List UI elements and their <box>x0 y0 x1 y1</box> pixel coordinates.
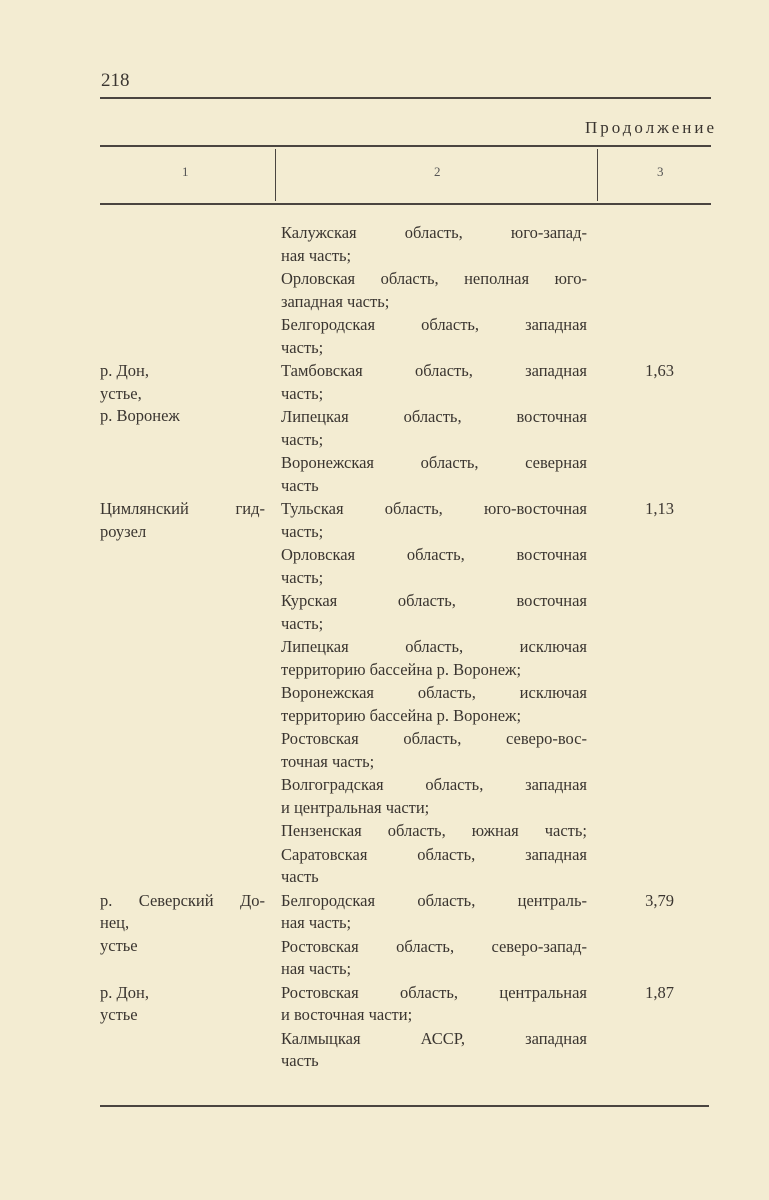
region-line: Липецкая область, восточная <box>281 407 587 426</box>
regions-cell <box>281 222 587 360</box>
column-divider-1 <box>275 149 276 201</box>
region-entry <box>281 268 587 313</box>
region-line: часть; <box>281 429 324 449</box>
region-line: Воронежская область, северная <box>281 453 587 472</box>
region-line: Курская область, восточная <box>281 591 587 610</box>
region-line: Ростовская область, северо-запад- <box>281 936 587 956</box>
region-line: Калмыцкая АССР, западная <box>281 1028 587 1048</box>
location-line: нец, <box>100 913 130 932</box>
region-line: ная часть; <box>281 913 352 932</box>
region-entry <box>281 890 587 935</box>
region-entry <box>281 360 587 405</box>
region-line: часть <box>281 475 319 495</box>
value-cell: 3,79 <box>645 890 674 910</box>
region-line: ная часть; <box>281 959 352 978</box>
region-line: Тамбовская область, западная <box>281 361 587 380</box>
region-line: часть <box>281 1051 319 1070</box>
region-entry <box>281 1028 587 1073</box>
table-row <box>100 890 720 982</box>
location-line: Цимлянский гид- <box>100 499 265 518</box>
region-line: часть <box>281 867 319 886</box>
region-line: Ростовская область, северо-вос- <box>281 729 587 748</box>
location-line: устье <box>100 935 138 955</box>
table-row <box>100 360 720 498</box>
region-entry <box>281 452 587 497</box>
region-entry <box>281 544 587 589</box>
table-row <box>100 982 720 1074</box>
location-cell <box>100 498 268 543</box>
table-bottom-rule <box>100 1105 709 1107</box>
region-line: часть; <box>281 613 324 633</box>
region-line: территорию бассейна р. Воронеж; <box>281 659 522 679</box>
column-divider-2 <box>597 149 598 201</box>
region-entry <box>281 982 587 1027</box>
location-line: р. Дон, <box>100 982 149 1002</box>
location-cell <box>100 360 268 428</box>
region-line: Ростовская область, центральная <box>281 982 587 1002</box>
location-line: р. Воронеж <box>100 406 180 425</box>
region-line: Орловская область, неполная юго- <box>281 269 587 288</box>
region-line: точная часть; <box>281 751 375 771</box>
region-entry <box>281 682 587 727</box>
continuation-label: Продолжение <box>584 118 717 137</box>
region-entry <box>281 636 587 681</box>
region-entry <box>281 820 587 843</box>
table-row <box>100 222 720 360</box>
location-line: устье, <box>100 383 142 403</box>
column-header-2: 2 <box>434 164 441 179</box>
value-cell: 1,87 <box>645 982 674 1002</box>
region-line: ная часть; <box>281 245 352 265</box>
region-entry <box>281 590 587 635</box>
region-line: Липецкая область, исключая <box>281 637 587 656</box>
region-line: и восточная части; <box>281 1005 413 1024</box>
regions-cell <box>281 982 587 1074</box>
table-header-bottom-rule <box>100 203 711 205</box>
location-cell <box>100 982 268 1027</box>
region-entry <box>281 406 587 451</box>
region-line: территорию бассейна р. Воронеж; <box>281 705 522 725</box>
region-line: Воронежская область, исключая <box>281 683 587 702</box>
region-line: Орловская область, восточная <box>281 545 587 564</box>
region-line: Белгородская область, западная <box>281 315 587 334</box>
location-line: р. Дон, <box>100 361 149 380</box>
region-line: часть; <box>281 383 324 403</box>
region-line: Калужская область, юго-запад- <box>281 223 587 242</box>
page-number: 218 <box>101 70 130 91</box>
region-entry <box>281 314 587 359</box>
region-line: часть; <box>281 567 324 587</box>
regions-cell <box>281 498 587 890</box>
region-entry <box>281 222 587 267</box>
table-body <box>100 222 720 1074</box>
location-line: роузел <box>100 521 147 541</box>
region-entry <box>281 774 587 819</box>
region-entry <box>281 728 587 773</box>
location-cell <box>100 890 268 958</box>
region-line: часть; <box>281 337 324 357</box>
region-line: Тульская область, юго-восточная <box>281 499 587 518</box>
region-line: Саратовская область, западная <box>281 844 587 864</box>
header-rule-top <box>100 97 711 99</box>
region-entry <box>281 936 587 981</box>
column-header-3: 3 <box>657 164 664 179</box>
value-cell: 1,13 <box>645 499 674 518</box>
region-line: западная часть; <box>281 291 390 311</box>
region-line: Волгоградская область, западная <box>281 775 587 794</box>
table-row <box>100 498 720 890</box>
region-line: Пензенская область, южная часть; <box>281 821 587 840</box>
regions-cell <box>281 890 587 982</box>
location-line: р. Северский До- <box>100 890 265 910</box>
region-line: Белгородская область, централь- <box>281 890 587 910</box>
region-entry <box>281 844 587 889</box>
region-line: и центральная части; <box>281 797 430 817</box>
column-header-1: 1 <box>182 164 189 179</box>
table-header-top-rule <box>100 145 711 147</box>
value-cell: 1,63 <box>645 361 674 380</box>
region-line: часть; <box>281 521 324 541</box>
location-line: устье <box>100 1005 138 1024</box>
region-entry <box>281 498 587 543</box>
regions-cell <box>281 360 587 498</box>
